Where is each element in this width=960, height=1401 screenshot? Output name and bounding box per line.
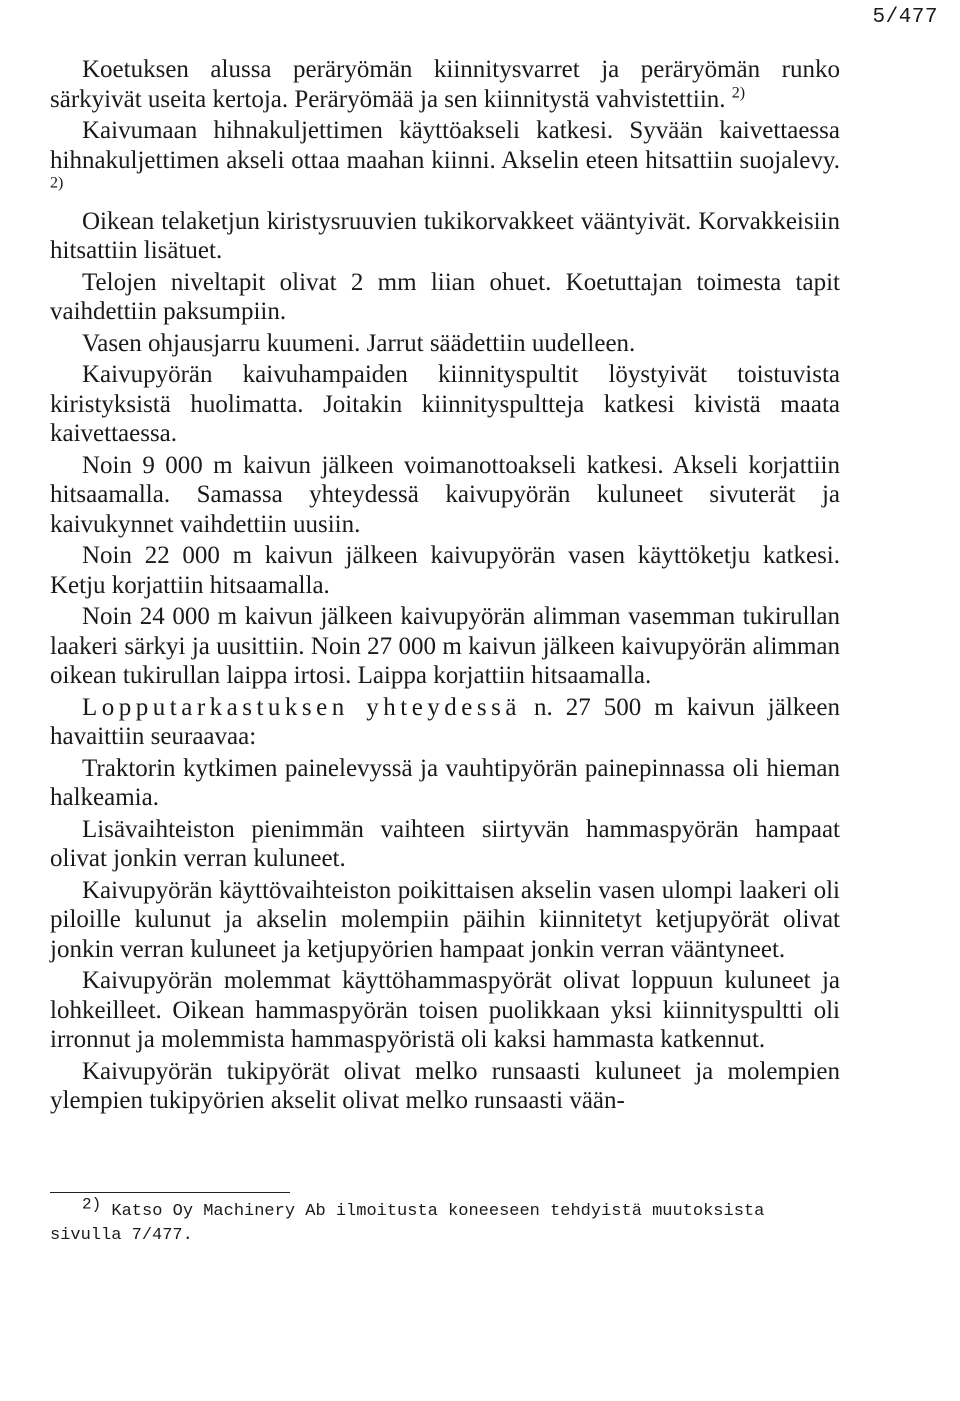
paragraph: Noin 9 000 m kaivun jälkeen voimanottoakseli katkesi. Akseli korjattiin hitsaamalla. Samassa yhteydessä kaivupyörän kuluneet sivuterät ja kaivukynnet vaihdettiin uusiin. [50,451,840,538]
footnote-divider [50,1192,290,1193]
paragraph-text: Koetuksen alussa peräryömän kiinnitysvarret ja peräryömän runko särkyivät useita kertoja. Peräryömää ja sen kiinnitystä vahvistettiin. [50,56,840,113]
paragraph: Kaivupyörän kaivuhampaiden kiinnityspultit löystyivät toistuvista kiristyksistä huolimatta. Joitakin kiinnityspultteja katkesi kivistä maata kaivettaessa. [50,361,840,447]
body-text [50,55,840,1118]
paragraph [50,55,840,114]
footnote-reference: 2) [50,174,64,192]
paragraph-text: Kaivumaan hihnakuljettimen käyttöakseli katkesi. Syvään kaivettaessa hihnakuljettimen akseli ottaa maahan kiinni. Akselin eteen hitsattiin suojalevy. [50,117,840,174]
paragraph-text: n. 27 500 m kaivun jälkeen havaittiin seuraavaa: [50,693,840,750]
page-number: 5/477 [872,6,938,29]
paragraph: Traktorin kytkimen painelevyssä ja vauhtipyörän painepinnassa oli hieman halkeamia. [50,754,840,811]
footnote [50,1195,840,1248]
paragraph: Noin 22 000 m kaivun jälkeen kaivupyörän vasen käyttöketju katkesi. Ketju korjattiin hitsaamalla. [50,542,840,599]
footnote-text: Katso Oy Machinery Ab ilmoitusta koneeseen tehdyistä muutoksista sivulla 7/477. [50,1202,765,1245]
paragraph: Noin 24 000 m kaivun jälkeen kaivupyörän alimman vasemman tukirullan laakeri särkyi ja uusittiin. Noin 27 000 m kaivun jälkeen kaivupyörän alimman oikean tukirullan laippa irtosi. Laippa korjattiin hitsaamalla. [50,603,840,689]
paragraph: Vasen ohjausjarru kuumeni. Jarrut säädettiin uudelleen. [82,329,636,357]
paragraph: Oikean telaketjun kiristysruuvien tukikorvakkeet vääntyivät. Korvakkeisiin hitsattiin lisätuet. [50,207,840,264]
spaced-heading-text: Lopputarkastuksen yhteydessä [82,693,521,721]
footnote-reference: 2) [731,84,746,102]
paragraph: Lisävaihteiston pienimmän vaihteen siirtyvän hammaspyörän hampaat olivat jonkin verran kuluneet. [50,815,840,872]
paragraph: Kaivupyörän molemmat käyttöhammaspyörät olivat loppuun kuluneet ja lohkeilleet. Oikean hammaspyörän toisen puolikkaan yksi kiinnityspultti oli irronnut ja molemmista hammaspyöristä oli kaksi hammasta katkennut. [50,967,840,1053]
paragraph: Kaivupyörän tukipyörät olivat melko runsaasti kuluneet ja molempien ylempien tukipyörien akselit olivat melko runsaasti vään- [50,1057,840,1114]
footnote-marker: 2) [82,1195,102,1214]
section-intro [50,693,840,752]
paragraph: Telojen niveltapit olivat 2 mm liian ohuet. Koetuttajan toimesta tapit vaihdettiin paksumpiin. [50,268,840,325]
paragraph: Kaivupyörän käyttövaihteiston poikittaisen akselin vasen ulompi laakeri oli piloille kulunut ja akselin molempiin päihin kiinnitetyt ketjupyörät olivat jonkin verran kuluneet ja ketjupyörien hampaat jonkin verran vääntyneet. [50,876,840,963]
paragraph [50,116,840,205]
